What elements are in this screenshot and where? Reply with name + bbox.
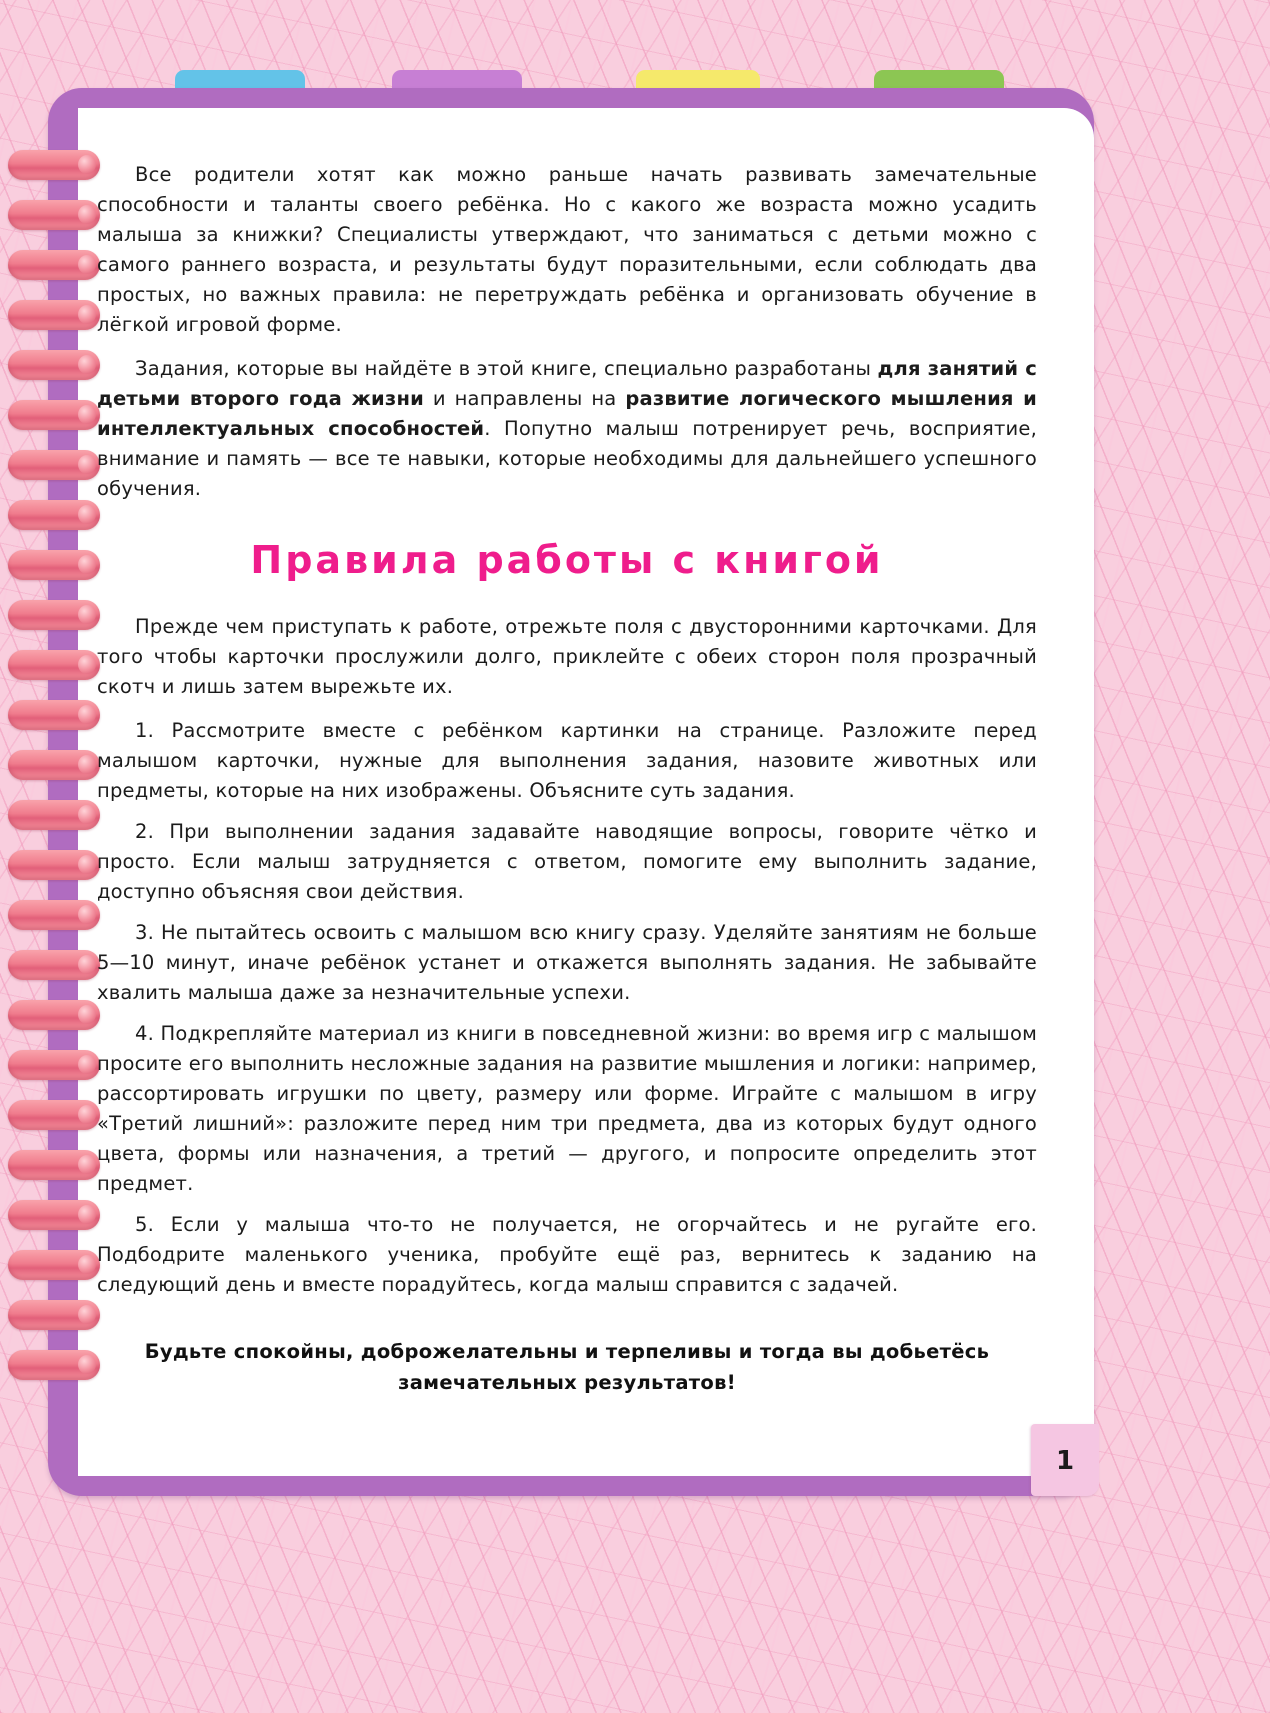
binding-ring — [8, 550, 100, 580]
rule-item-5: 5. Если у малыша что-то не получается, не огорчайтесь и не ругайте его. Подбодрите маленького ученика, пробуйте ещё раз, вернитесь к заданию на следующий день и вместе порадуйтесь, когда малыш справится с задачей. — [97, 1213, 1037, 1296]
binding-ring — [8, 950, 100, 980]
intro-p2-bold-2: развитие логического мышления и интеллектуальных способностей — [97, 387, 1037, 440]
binding-ring — [8, 800, 100, 830]
rule-item-1: 1. Рассмотрите вместе с ребёнком картинки на странице. Разложите перед малышом карточки, нужные для выполнения задания, назовите животных или предметы, которые на них изображены. Объясните суть задания. — [97, 719, 1037, 802]
intro-p2-text-3: . Попутно малыш потренирует речь, восприятие, внимание и память — все те навыки, которые необходимы для дальнейшего успешного обучения. — [97, 417, 1037, 500]
binding-ring — [8, 400, 100, 430]
binding-ring — [8, 300, 100, 330]
binding-ring — [8, 500, 100, 530]
binding-ring — [8, 850, 100, 880]
binding-ring — [8, 1100, 100, 1130]
binding-ring — [8, 1000, 100, 1030]
binding-ring — [8, 650, 100, 680]
rule-item-2: 2. При выполнении задания задавайте наводящие вопросы, говорите чётко и просто. Если малыш затрудняется с ответом, помогите ему выполнить задание, доступно объясняя свои действия. — [97, 820, 1037, 903]
binding-ring — [8, 200, 100, 230]
section-intro-paragraph: Прежде чем приступать к работе, отрежьте поля с двусторонними карточками. Для того чтобы карточки прослужили долго, приклейте с обеих сторон поля прозрачный скотч и лишь затем вырежьте их. — [97, 615, 1037, 698]
closing-statement: Будьте спокойны, доброжелательны и терпеливы и тогда вы добьетёсь замечательных результатов! — [144, 1340, 990, 1394]
binding-ring — [8, 1350, 100, 1380]
binding-ring — [8, 250, 100, 280]
binding-ring — [8, 700, 100, 730]
intro-paragraph-2 — [97, 354, 1037, 504]
intro-paragraph-1: Все родители хотят как можно раньше начать развивать замечательные способности и таланты своего ребёнка. Но с какого же возраста можно усадить малыша за книжки? Специалисты утверждают, что заниматься с детьми можно с самого раннего возраста, и результаты будут поразительными, если соблюдать два простых, но важных правила: не перетруждать ребёнка и организовать обучение в лёгкой игровой форме. — [97, 163, 1037, 336]
binding-ring — [8, 750, 100, 780]
binding-ring — [8, 350, 100, 380]
intro-p2-text-1: Задания, которые вы найдёте в этой книге, специально разработаны — [135, 357, 878, 380]
section-title: Правила работы с книгой — [250, 538, 884, 582]
binding-ring — [8, 1300, 100, 1330]
page-content — [97, 160, 1037, 1398]
binding-ring — [8, 150, 100, 180]
binding-ring — [8, 1250, 100, 1280]
binding-ring — [8, 450, 100, 480]
binding-ring — [8, 900, 100, 930]
binding-ring — [8, 600, 100, 630]
page-number-badge — [1031, 1424, 1099, 1496]
binding-ring — [8, 1050, 100, 1080]
rule-item-4: 4. Подкрепляйте материал из книги в повседневной жизни: во время игр с малышом просите его выполнить несложные задания на развитие мышления и логики: например, рассортировать игрушки по цвету, размеру или форме. Играйте с малышом в игру «Третий лишний»: разложите перед ним три предмета, два из которых будут одного цвета, формы или назначения, а третий — другого, и попросите определить этот предмет. — [97, 1022, 1037, 1195]
rule-item-3: 3. Не пытайтесь освоить с малышом всю книгу сразу. Уделяйте занятиям не больше 5—10 минут, иначе ребёнок устанет и откажется выполнять задания. Не забывайте хвалить малыша даже за незначительные успехи. — [97, 921, 1037, 1004]
page-number: 1 — [1055, 1446, 1075, 1476]
binding-ring — [8, 1150, 100, 1180]
intro-p2-text-2: и направлены на — [424, 387, 626, 410]
binding-ring — [8, 1200, 100, 1230]
intro-p2-bold-1: для занятий с детьми второго года жизни — [97, 357, 1038, 410]
